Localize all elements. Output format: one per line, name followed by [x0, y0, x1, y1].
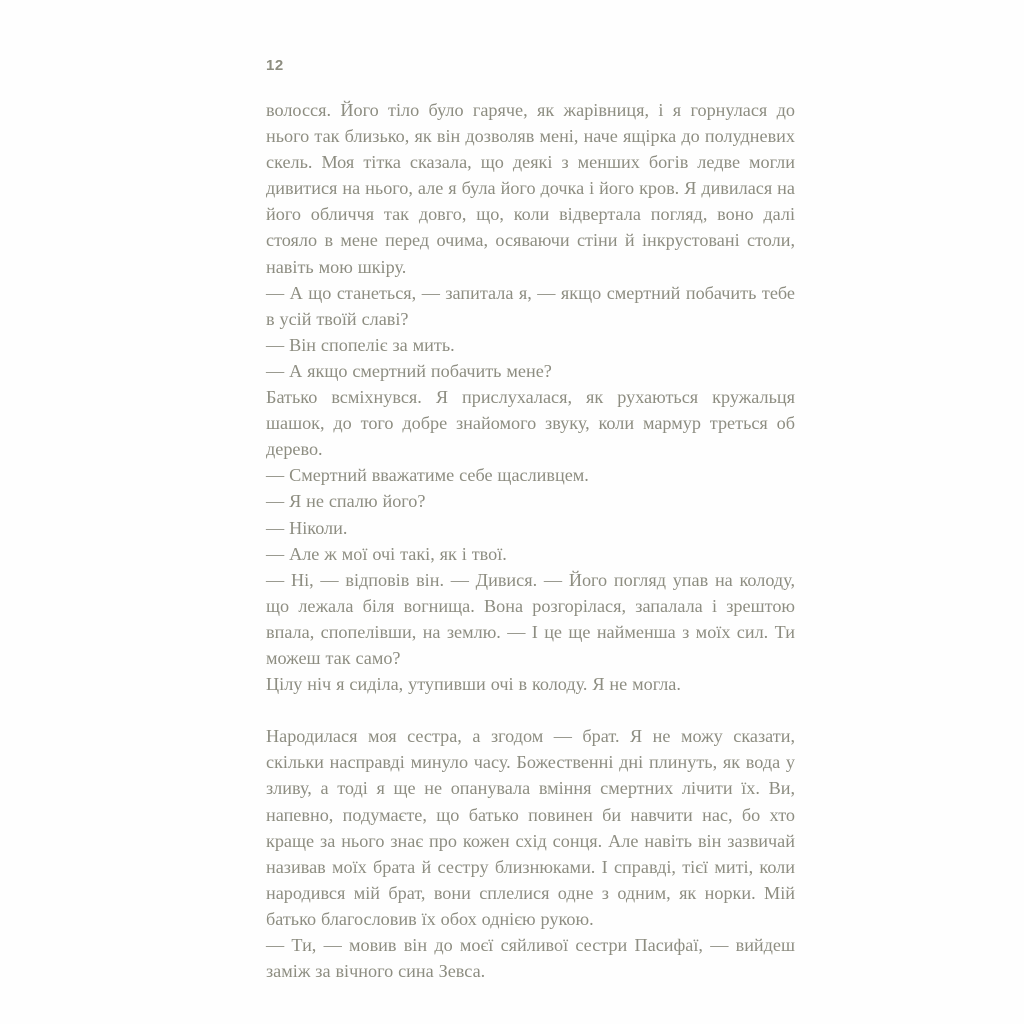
paragraph: Цілу ніч я сиділа, утупивши очі в колоду. Я не могла. — [266, 674, 681, 695]
dialogue-line: — Він спопеліє за мить. — [266, 334, 455, 355]
section-break — [266, 697, 795, 723]
dialogue-line: — Ніколи. — [266, 517, 348, 538]
page-number: 12 — [266, 57, 284, 74]
page-text-block — [266, 97, 795, 984]
dialogue-line: — А що станеться, — запитала я, — якщо смертний побачить тебе в усій твоїй славі? — [266, 282, 795, 329]
paragraph: Народилася моя сестра, а згодом — брат. Я не можу сказати, скільки насправді минуло часу. Божественні дні плинуть, як вода у зливу, а тоді я ще не опанувала вміння смертних лічити їх. Ви, напевно, подумаєте, що батько повинен би навчити нас, бо хто краще за нього знає про кожен схід сонця. Але навіть він зазвичай називав моїх брата й сестру близнюками. І справді, тієї миті, коли народився мій брат, вони сплелися одне з одним, як норки. Мій батько благословив їх обох однією рукою. — [266, 726, 795, 929]
dialogue-line: — Ти, — мовив він до моєї сяйливої сестри Пасифаї, — вийдеш заміж за вічного сина Зевса. — [266, 935, 795, 982]
dialogue-line: — Ні, — відповів він. — Дивися. — Його погляд упав на колоду, що лежала біля вогнища. Вона розгорілася, запалала і зрештою впала, спопелівши, на землю. — І це ще найменша з моїх сил. Ти можеш так само? — [266, 569, 795, 668]
dialogue-line: — Смертний вважатиме себе щасливцем. — [266, 465, 589, 486]
dialogue-line: — Я не спалю його? — [266, 491, 426, 512]
paragraph: волосся. Його тіло було гаряче, як жарівниця, і я горнулася до нього так близько, як він дозволяв мені, наче ящірка до полудневих скель. Моя тітка сказала, що деякі з менших богів ледве могли дивитися на нього, але я була його дочка і його кров. Я дивилася на його обличчя так довго, що, коли відвертала погляд, воно далі стояло в мене перед очима, осяваючи стіни й інкрустовані столи, навіть мою шкіру. — [266, 100, 795, 277]
dialogue-line: — А якщо смертний побачить мене? — [266, 360, 552, 381]
dialogue-line: — Але ж мої очі такі, як і твої. — [266, 543, 507, 564]
paragraph: Батько всміхнувся. Я прислухалася, як рухаються кружальця шашок, до того добре знайомого звуку, коли мармур треться об дерево. — [266, 387, 795, 460]
